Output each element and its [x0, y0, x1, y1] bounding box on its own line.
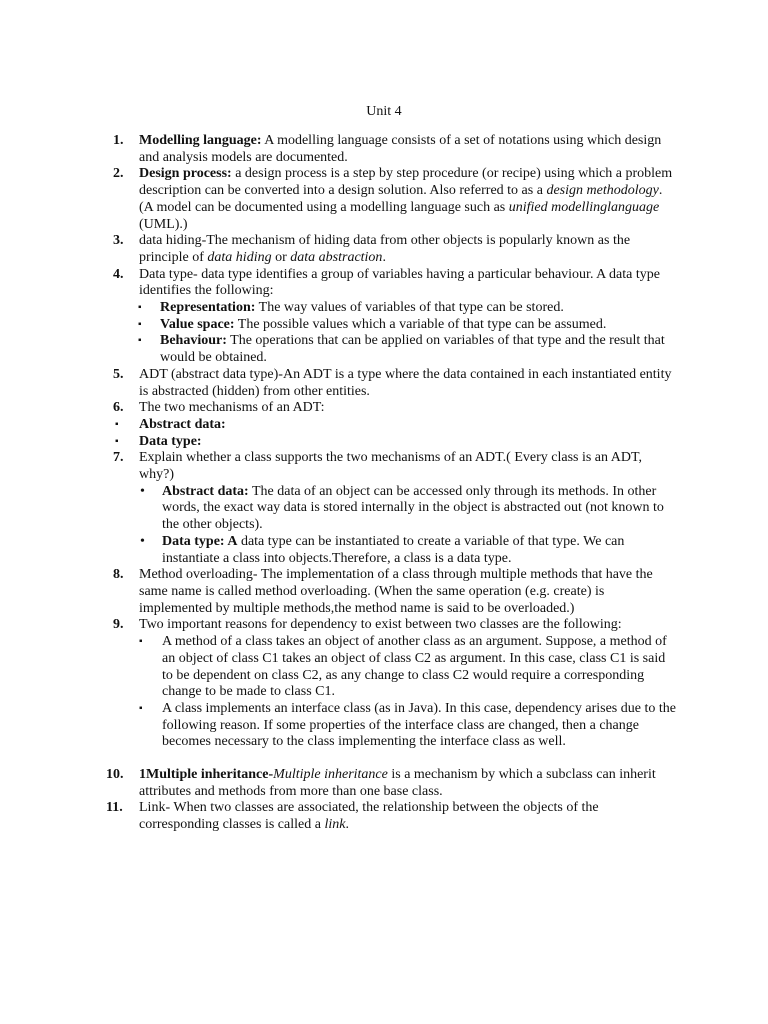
- item-italic-text: data hiding: [207, 249, 272, 265]
- list-item-8: [113, 567, 676, 617]
- item-text: The two mechanisms of an ADT:: [139, 400, 325, 416]
- item-number: 4.: [113, 266, 124, 282]
- list-item-7: [113, 450, 676, 483]
- item-italic-text: link: [324, 817, 346, 833]
- square-bullet-icon: ▪: [115, 435, 119, 447]
- square-list-item: [113, 434, 676, 451]
- list-item-5: [113, 367, 676, 400]
- term-label: Modelling language:: [139, 133, 262, 148]
- sub-item: [113, 534, 676, 567]
- item-number: 1.: [113, 133, 124, 148]
- item-number: 10.: [106, 767, 124, 783]
- bullet-dot-icon: •: [140, 483, 145, 499]
- term-label: Data type: A: [162, 533, 238, 549]
- term-label: Behaviour:: [160, 333, 227, 349]
- item-number: 2.: [113, 166, 124, 182]
- spacer: [113, 751, 676, 767]
- square-bullet-icon: ▪: [139, 636, 143, 648]
- sub-item: [113, 317, 676, 334]
- sub-item: [113, 484, 676, 534]
- item-italic-text: Multiple inheritance: [273, 767, 388, 783]
- sub-item-text: The operations that can be applied on variables of that type and the result that would be obtained.: [160, 333, 665, 366]
- term-label: Value space:: [160, 316, 235, 332]
- bullet-dot-icon: •: [140, 533, 145, 549]
- square-list-item: [113, 417, 676, 434]
- item-number: 7.: [113, 450, 124, 466]
- item-text: (UML).): [139, 216, 188, 232]
- item-text: data hiding-The mechanism of hiding data from other objects is popularly known as the principle of: [139, 233, 631, 265]
- item-italic-text: unified modellinglanguage: [508, 199, 660, 215]
- list-item-9: [113, 617, 676, 634]
- item-italic-text: data abstraction: [290, 249, 383, 265]
- list-item-11: [106, 800, 676, 833]
- square-bullet-icon: ▪: [115, 418, 119, 430]
- item-text: Link- When two classes are associated, the relationship between the objects of the corresponding classes is called a: [139, 800, 599, 833]
- square-bullet-icon: ▪: [138, 302, 142, 314]
- square-bullet-icon: ▪: [138, 335, 142, 347]
- item-text: a design process is a step by step procedure (or recipe) using which a problem description can be converted into a design solution. Also referred to as a: [139, 166, 673, 199]
- term-label: Representation:: [160, 300, 256, 316]
- page-title: [0, 104, 768, 121]
- list-item-2: [113, 166, 676, 233]
- term-label: 1Multiple inheritance-: [139, 767, 274, 783]
- numbered-list: [106, 133, 676, 834]
- sub-item: [113, 634, 676, 701]
- item-number: 11.: [106, 800, 123, 816]
- sub-item: [113, 333, 676, 366]
- sub-item-text: The data of an object can be accessed only through its methods. In other words, the exact way data is stored internally in the object is abstracted out (not known to the other objects).: [162, 483, 664, 533]
- item-text: .: [382, 249, 386, 265]
- list-item-3: [113, 233, 676, 266]
- item-number: 9.: [113, 617, 124, 633]
- item-text: or: [271, 249, 291, 265]
- list-item-6: [113, 400, 676, 417]
- sub-item: [113, 701, 676, 751]
- item-number: 6.: [113, 400, 124, 416]
- list-item-10: [106, 767, 676, 800]
- sub-item-text: A class implements an interface class (as in Java). In this case, dependency arises due to the following reason. If some properties of the interface class are changed, then a change becomes necessary to the class implementing the interface class as well.: [162, 700, 676, 750]
- sub-item-text: The way values of variables of that type can be stored.: [255, 300, 564, 316]
- list-item-1: [113, 133, 676, 166]
- term-label: Design process:: [139, 166, 232, 182]
- item-italic-text: design methodology: [546, 183, 659, 199]
- item-number: 5.: [113, 366, 124, 382]
- item-text: Two important reasons for dependency to exist between two classes are the following:: [139, 617, 622, 633]
- item-text: A modelling language consists of a set of notations using which design and analysis models are documented.: [139, 133, 662, 165]
- title-text: Unit 4: [366, 104, 402, 119]
- square-bullet-icon: ▪: [138, 318, 142, 330]
- item-text: . (A model can be documented using a modelling language such as: [139, 183, 663, 215]
- square-bullet-icon: ▪: [139, 702, 143, 714]
- item-text: .: [345, 817, 349, 833]
- item-number: 3.: [113, 233, 124, 249]
- item-text: Method overloading- The implementation of a class through multiple methods that have the same name is called method overloading. (When the same operation (e.g. create) is implemented by multiple methods,the method name is said to be overloaded.): [139, 567, 653, 616]
- square-item-text: Abstract data:: [139, 416, 226, 432]
- sub-item-text: data type can be instantiated to create a variable of that type. We can instantiate a class into objects.Therefore, a class is a data type.: [162, 533, 625, 566]
- sub-item-text: The possible values which a variable of that type can be assumed.: [234, 316, 607, 332]
- square-item-text: Data type:: [139, 433, 202, 449]
- term-label: Abstract data:: [162, 483, 249, 499]
- item-text: Data type- data type identifies a group of variables having a particular behaviour. A data type identifies the following:: [139, 266, 660, 299]
- sub-item-text: A method of a class takes an object of another class as an argument. Suppose, a method of an object of class C1 takes an object of class C2 as argument. In this case, class C1 is said to be dependent on class C2, as any change to class C2 would require a corresponding change to be made to class C1.: [162, 634, 667, 700]
- list-item-4: [113, 267, 676, 300]
- item-text: is a mechanism by which a subclass can inherit attributes and methods from more than one base class.: [139, 767, 656, 799]
- sub-item: [113, 300, 676, 317]
- item-text: Explain whether a class supports the two mechanisms of an ADT.( Every class is an ADT, why?): [139, 450, 642, 483]
- item-number: 8.: [113, 567, 124, 583]
- item-text: ADT (abstract data type)-An ADT is a type where the data contained in each instantiated entity is abstracted (hidden) from other entities.: [139, 366, 672, 399]
